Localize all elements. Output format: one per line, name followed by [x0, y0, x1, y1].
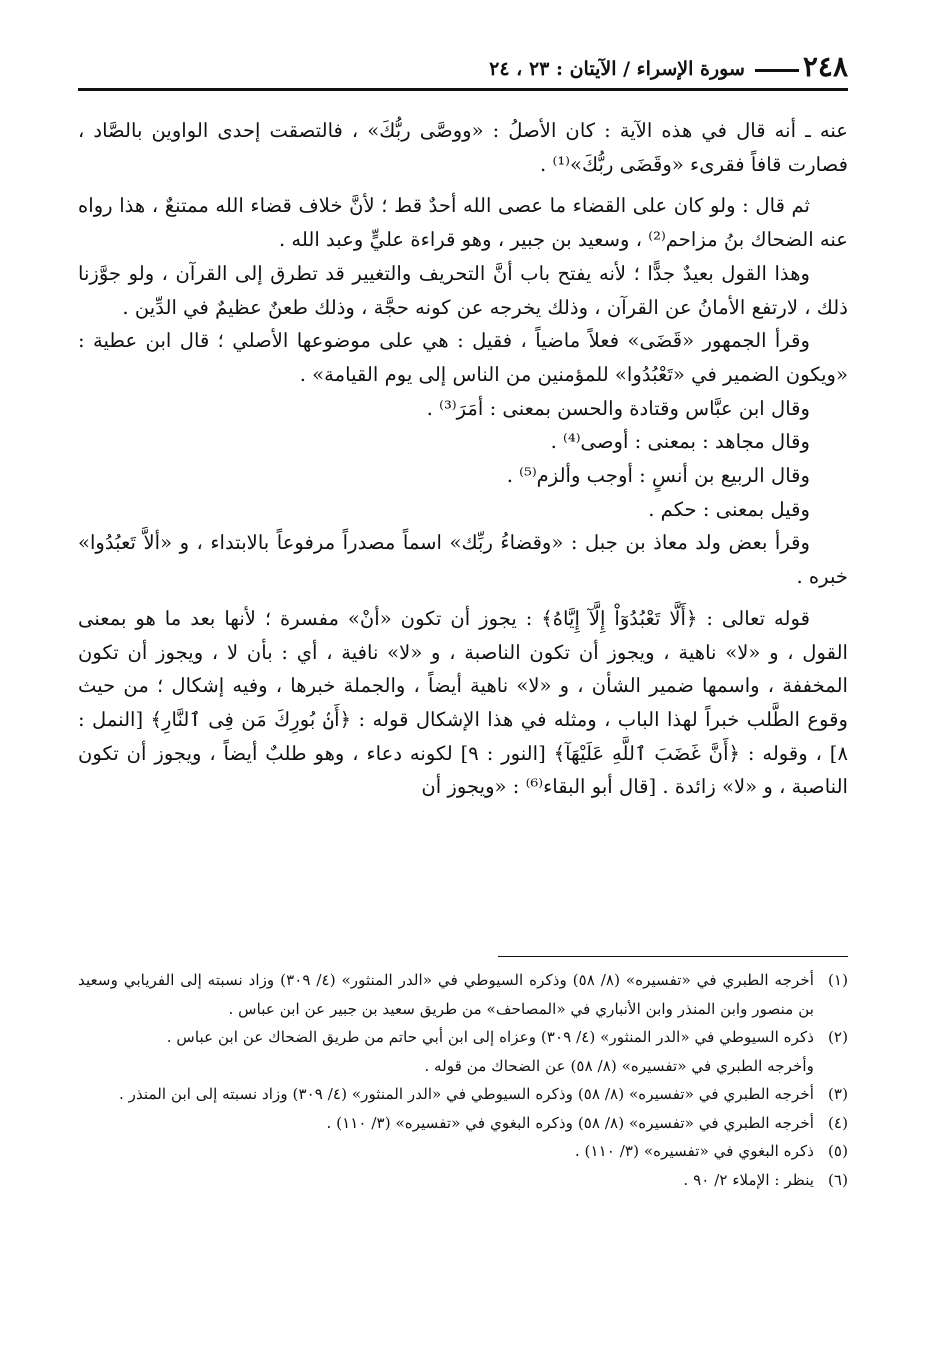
footnote-number: (٣) — [827, 1085, 848, 1103]
footnote — [78, 1137, 848, 1166]
footnote-text: ذكره البغوي في «تفسيره» (٣/ ١١٠) . — [574, 1142, 814, 1160]
footnote-text: أخرجه الطبري في «تفسيره» (٨/ ٥٨) وذكره السيوطي في «الدر المنثور» (٤/ ٣٠٩) وزاد نسبته إلى الفريابي وسعيد بن منصور وابن المنذر وابن الأنباري في «المصاحف» من طريق سعيد بن جبير عن ابن عباس . — [78, 971, 814, 1018]
main-text — [78, 114, 848, 804]
paragraph: وهذا القول بعيدٌ جدًّا ؛ لأنه يفتح باب أنَّ التحريف والتغيير قد تطرق إلى القرآن ، ولو جوَّزنا ذلك ، لارتفع الأمانُ عن القرآن ، وذلك يخرجه عن كونه حجَّة ، وذلك طعنٌ عظيمٌ في الدِّين . — [78, 261, 848, 319]
footnote-text: ينظر : الإملاء ٢/ ٩٠ . — [683, 1170, 814, 1189]
running-header — [78, 44, 848, 84]
footnote-text: أخرجه الطبري في «تفسيره» (٨/ ٥٨) وذكره السيوطي في «الدر المنثور» (٤/ ٣٠٩) وزاد نسبته إلى ابن المنذر . — [118, 1085, 814, 1103]
footnote-text: وأخرجه الطبري في «تفسيره» (٨/ ٥٨) عن الضحاك من قوله . — [424, 1056, 814, 1075]
footnote-number: (٦) — [827, 1170, 848, 1189]
paragraph: عنه ـ أنه قال في هذه الآية : كان الأصلُ : «ووصَّى ربُّكَ» ، فالتصقت إحدى الواوين بالصَّاد ، فصارت قافاً فقرىء «وقَضَى ربُّكَ»⁽¹⁾ . — [78, 119, 848, 176]
footnote-number: (٢) — [827, 1028, 848, 1046]
footnotes — [78, 966, 848, 1194]
footnote-text: أخرجه الطبري في «تفسيره» (٨/ ٥٨) وذكره البغوي في «تفسيره» (٣/ ١١٠) . — [326, 1113, 814, 1132]
footnote — [78, 1052, 848, 1081]
header-rule — [78, 88, 848, 91]
footnote — [78, 966, 848, 1023]
page-number: ٢٤٨ — [802, 50, 848, 83]
paragraph: قوله تعالى : ﴿أَلَّا تَعْبُدُوٓاْ إِلَّآ إِيَّاهُ﴾ : يجوز أن تكون «أنْ» مفسرة ؛ لأنها بعد ما هو بمعنى القول ، و «لا» ناهية ، ويجوز أن تكون الناصبة ، و «لا» نافية ، أي : بأن لا ، ويجوز أن تكون المخففة ، واسمها ضمير الشأن ، و «لا» ناهية أيضاً ، والجملة خبرها ، وفيه إشكال ؛ من حيث وقوع الطَّلب خبراً لهذا الباب ، ومثله في هذا الإشكال قوله : ﴿أَنۢ بُورِكَ مَن فِى ٱلنَّارِ﴾ [النمل : ٨] ، وقوله : ﴿أَنَّ غَضَبَ ٱللَّهِ عَلَيْهَآ﴾ [النور : ٩] لكونه دعاء ، وهو طلبٌ أيضاً ، ويجوز أن تكون الناصبة ، و «لا» زائدة . [قال أبو البقاء⁽⁶⁾ : «ويجوز أن — [78, 606, 848, 799]
surah-title: سورة الإسراء / الآيتان : ٢٣ ، ٢٤ — [489, 58, 745, 80]
paragraph: وقال مجاهد : بمعنى : أوصى⁽⁴⁾ . — [550, 430, 810, 454]
footnote-text: ذكره السيوطي في «الدر المنثور» (٤/ ٣٠٩) وعزاه إلى ابن أبي حاتم من طريق الضحاك عن ابن عباس . — [166, 1028, 814, 1046]
footnote — [78, 1023, 848, 1052]
paragraph: وقيل بمعنى : حكم . — [648, 497, 810, 521]
footnote-number: (٥) — [827, 1142, 848, 1160]
paragraph: وقرأ بعض ولد معاذ بن جبل : «وقضاءُ ربِّك» اسماً مصدراً مرفوعاً بالابتداء ، و «ألاَّ تَعبُدُوا» خبره . — [78, 531, 848, 589]
paragraph: وقال الربيع بن أنسٍ : أوجب وألزم⁽⁵⁾ . — [506, 464, 810, 488]
footnote-number — [814, 1052, 848, 1081]
paragraph: ثم قال : ولو كان على القضاء ما عصى الله أحدٌ قط ؛ لأنَّ خلاف قضاء الله ممتنعٌ ، هذا رواه عنه الضحاك بنُ مزاحم⁽²⁾ ، وسعيد بن جبير ، وهو قراءة عليٍّ وعبد الله . — [78, 194, 848, 252]
paragraph: وقرأ الجمهور «قَضَى» فعلاً ماضياً ، فقيل : هي على موضوعها الأصلي ؛ قال ابن عطية : «ويكون الضمير في «تَعْبُدُوا» للمؤمنين من الناس إلى يوم القيامة» . — [78, 329, 848, 386]
footnote — [78, 1109, 848, 1138]
paragraph: وقال ابن عبَّاس وقتادة والحسن بمعنى : أمَرَ⁽³⁾ . — [426, 396, 810, 420]
footnote-number: (٤) — [827, 1113, 848, 1132]
footnote-separator — [498, 956, 848, 957]
footnote — [78, 1080, 848, 1109]
footnote — [78, 1166, 848, 1195]
header-dash — [755, 69, 799, 72]
footnote-number: (١) — [827, 971, 848, 989]
